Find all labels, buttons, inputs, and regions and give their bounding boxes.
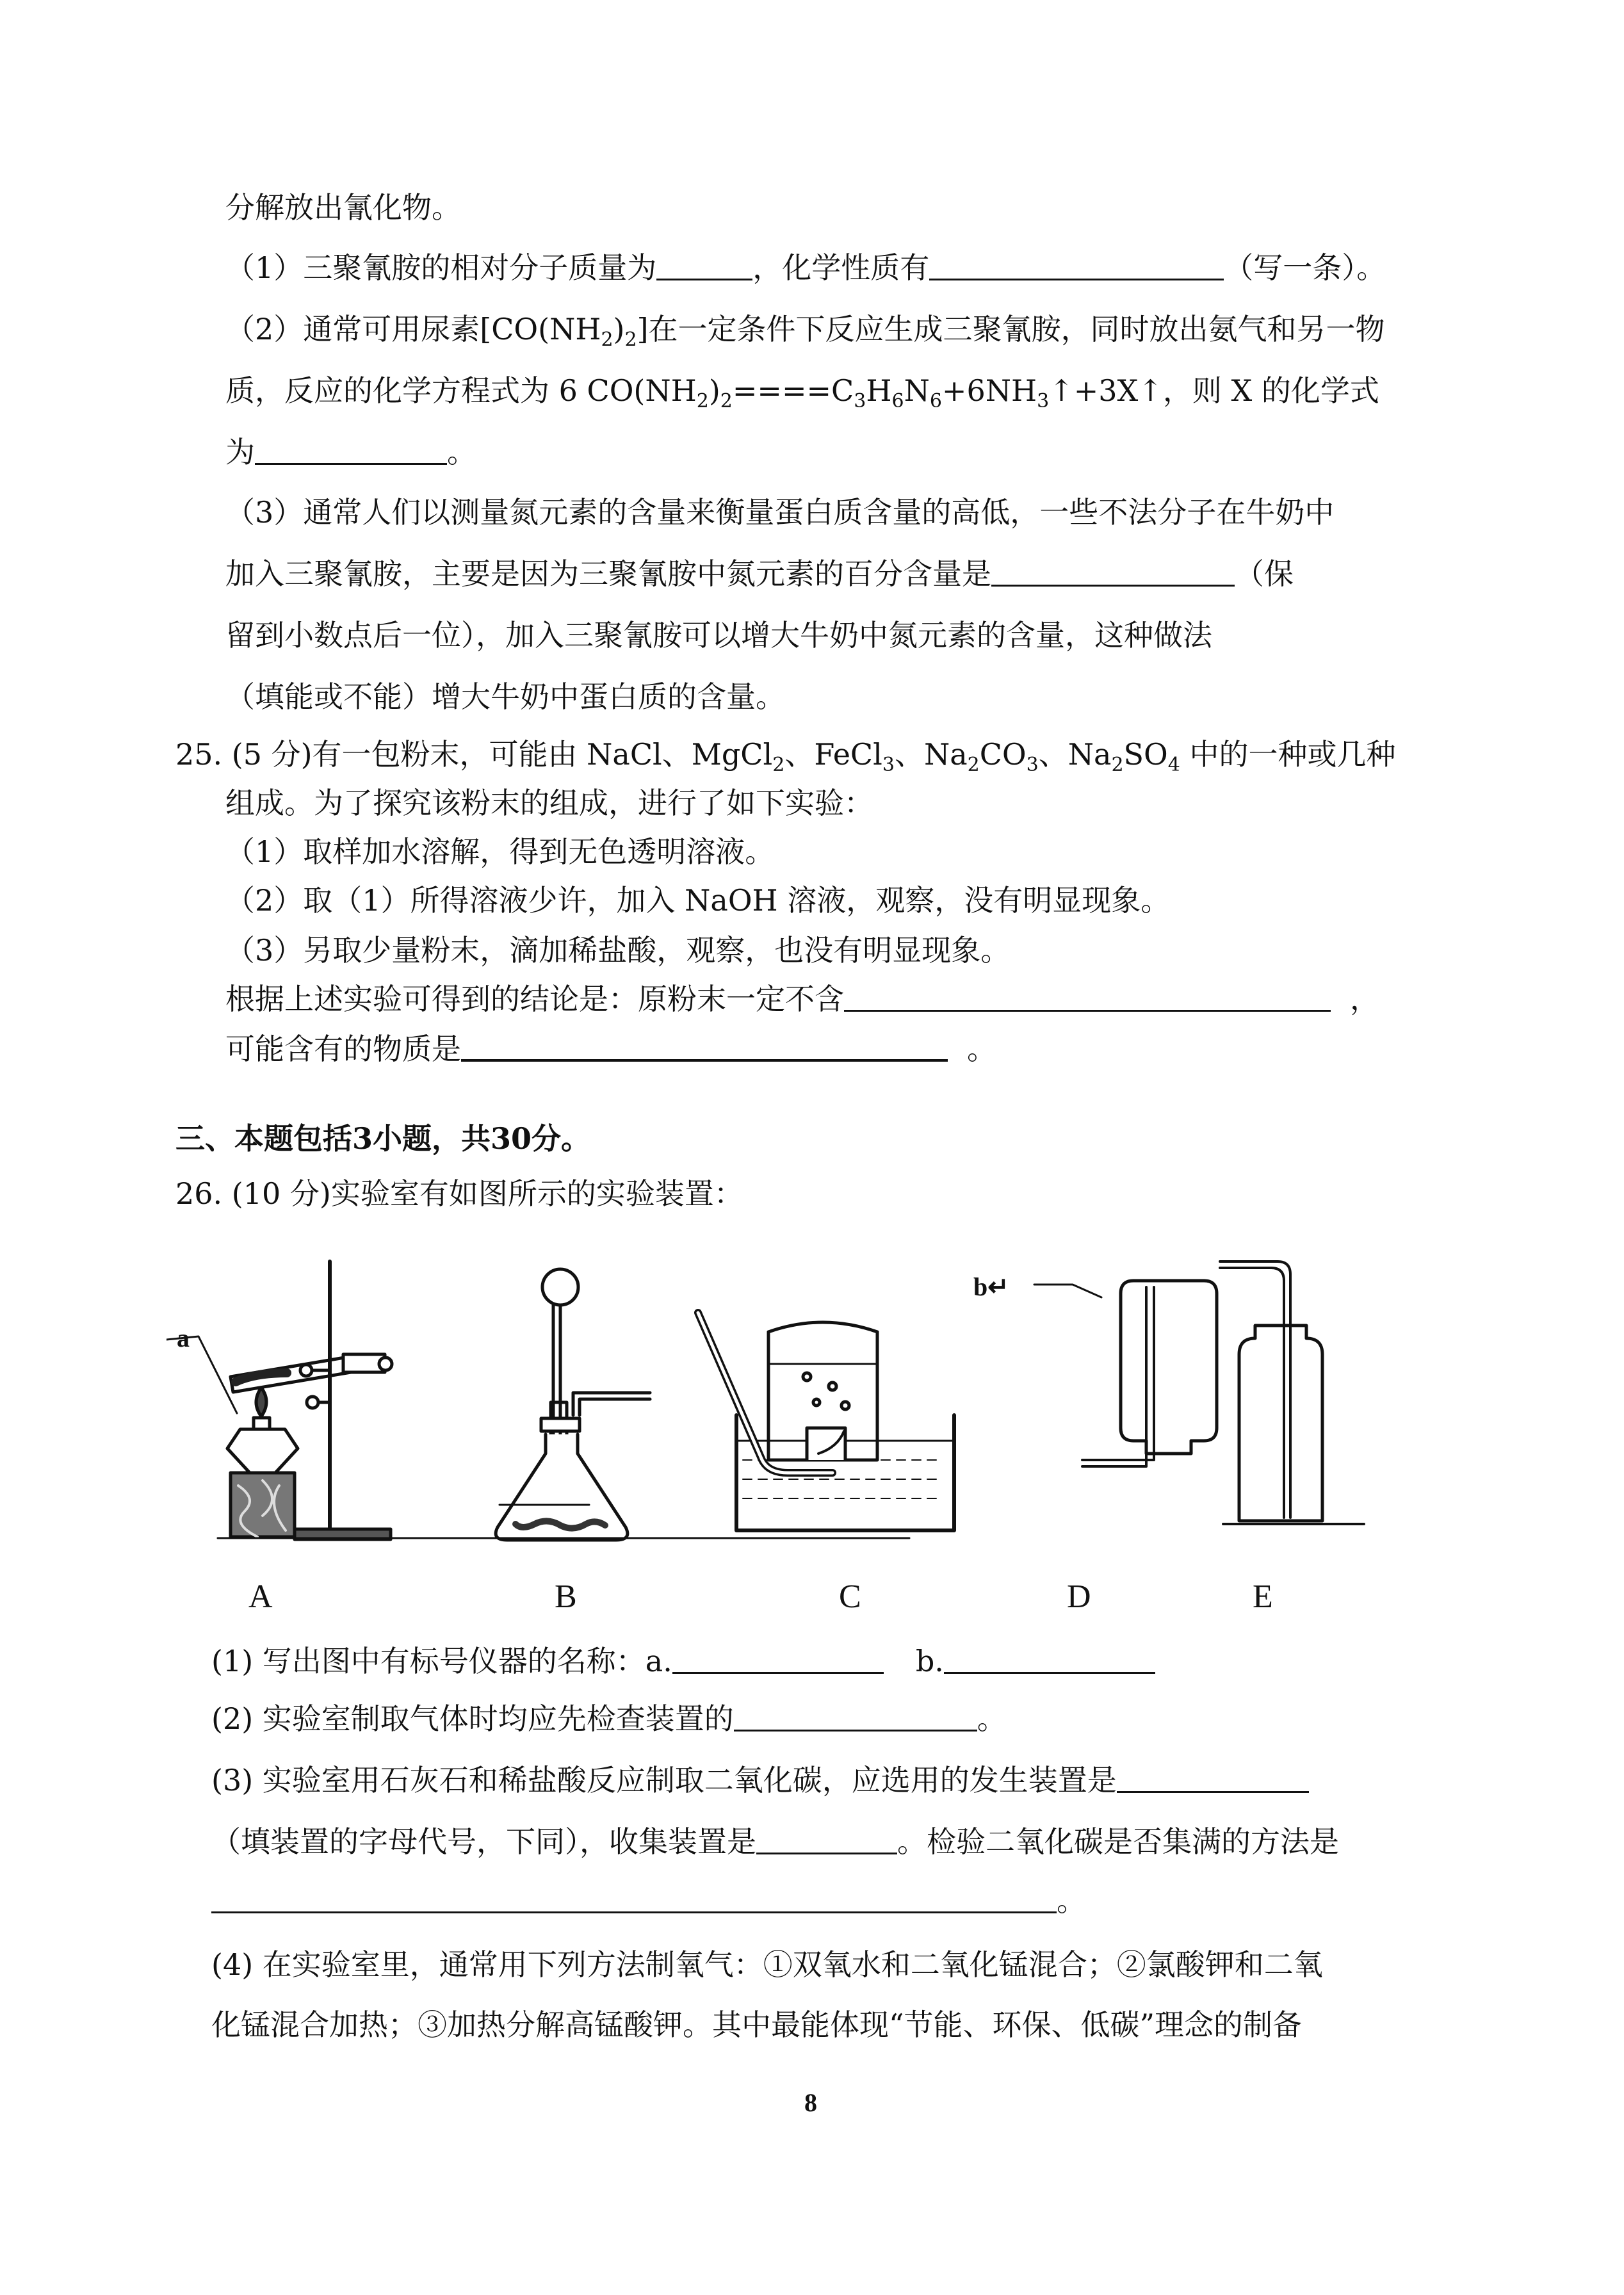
page-number: 8 xyxy=(804,2088,817,2117)
apparatus-label-d: D xyxy=(1067,1578,1091,1615)
q24-part-3-line-1: （3）通常人们以测量氮元素的含量来衡量蛋白质含量的高低，一些不法分子在牛奶中 xyxy=(225,495,1335,530)
apparatus-label-e: E xyxy=(1253,1578,1273,1615)
answer-blank[interactable] xyxy=(991,556,1235,587)
answer-blank[interactable] xyxy=(929,250,1224,280)
text: 。检验二氧化碳是否集满的方法是 xyxy=(897,1824,1339,1859)
q25-step-1: （1）取样加水溶解，得到无色透明溶液。 xyxy=(225,834,775,869)
apparatus-e-drawing xyxy=(1220,1261,1364,1524)
q24-line-0: 分解放出氰化物。 xyxy=(225,190,461,225)
apparatus-d-drawing xyxy=(1034,1281,1217,1466)
text: 、Na xyxy=(1038,737,1112,772)
q24-p1-text-a: （1）三聚氰胺的相对分子质量为 xyxy=(225,250,657,285)
q25-line-2: 组成。为了探究该粉末的组成，进行了如下实验： xyxy=(225,786,873,820)
q25-line-1 xyxy=(175,735,1395,774)
answer-blank[interactable] xyxy=(255,435,447,465)
apparatus-a-drawing xyxy=(166,1261,392,1539)
text: (2) 实验室制取气体时均应先检查装置的 xyxy=(211,1701,734,1736)
text: ) xyxy=(708,373,720,408)
text: （2）通常可用尿素[CO(NH xyxy=(225,312,601,346)
apparatus-label-b: B xyxy=(555,1578,577,1615)
text: 、FeCl xyxy=(784,737,882,772)
q26-part-3-line-2 xyxy=(211,1822,1339,1861)
q26-part-3-line-1 xyxy=(211,1761,1309,1799)
label-a: a xyxy=(177,1324,190,1352)
apparatus-label-a: A xyxy=(248,1578,273,1615)
text: ， xyxy=(1350,982,1379,1016)
text: (1) 写出图中有标号仪器的名称：a. xyxy=(211,1644,672,1678)
text: （保 xyxy=(1235,556,1294,591)
answer-blank[interactable] xyxy=(1117,1763,1309,1793)
text: H xyxy=(866,373,892,408)
text: 加入三聚氰胺，主要是因为三聚氰胺中氮元素的百分含量是 xyxy=(225,556,991,591)
apparatus-c-drawing xyxy=(698,1313,954,1530)
q24-part-3-line-3: 留到小数点后一位），加入三聚氰胺可以增大牛奶中氮元素的含量，这种做法 xyxy=(225,618,1212,653)
subscript: 3 xyxy=(882,754,895,776)
text: 。 xyxy=(977,1701,1007,1736)
subscript: 2 xyxy=(967,754,980,776)
q24-part-1 xyxy=(225,248,1386,287)
answer-blank[interactable] xyxy=(734,1701,977,1731)
text: ↑+3X↑，则 X 的化学式 xyxy=(1049,373,1379,408)
apparatus-figure xyxy=(166,1242,1498,1575)
q24-p1-text-b: ，化学性质有 xyxy=(752,250,930,285)
q24-part-2-line-2 xyxy=(225,371,1379,410)
answer-blank[interactable] xyxy=(844,982,1331,1012)
q26-part-4-line-2: 化锰混合加热；③加热分解高锰酸钾。其中最能体现“节能、环保、低碳”理念的制备 xyxy=(211,2007,1303,2042)
text: 、Na xyxy=(894,737,968,772)
subscript: 6 xyxy=(891,390,904,412)
text: 。 xyxy=(1057,1883,1086,1918)
subscript: 2 xyxy=(1111,754,1124,776)
apparatus-b-drawing xyxy=(496,1269,650,1540)
text: ====C xyxy=(732,373,854,408)
text: ) xyxy=(613,312,625,346)
q24-p1-text-c: （写一条）。 xyxy=(1224,250,1386,285)
q25-step-3: （3）另取少量粉末，滴加稀盐酸，观察，也没有明显现象。 xyxy=(225,933,1011,968)
text: 25. (5 分)有一包粉末，可能由 NaCl、MgCl xyxy=(175,737,773,772)
subscript: 4 xyxy=(1167,754,1180,776)
q24-part-3-line-2 xyxy=(225,555,1294,593)
text: 。 xyxy=(967,1032,996,1066)
text: (3) 实验室用石灰石和稀盐酸反应制取二氧化碳，应选用的发生装置是 xyxy=(211,1763,1117,1797)
text: SO xyxy=(1123,737,1168,772)
text: N xyxy=(904,373,930,408)
text: b. xyxy=(915,1644,944,1678)
subscript: 2 xyxy=(696,390,709,412)
text: +6NH xyxy=(941,373,1037,408)
text: 为 xyxy=(225,435,255,469)
text: 质，反应的化学方程式为 6 CO(NH xyxy=(225,373,697,408)
subscript: 6 xyxy=(929,390,942,412)
subscript: 2 xyxy=(772,754,785,776)
subscript: 2 xyxy=(720,390,733,412)
q24-part-3-line-4: （填能或不能）增大牛奶中蛋白质的含量。 xyxy=(225,679,785,714)
apparatus-label-c: C xyxy=(839,1578,861,1615)
q26-part-2 xyxy=(211,1699,1007,1738)
q24-part-2-line-1 xyxy=(225,310,1385,351)
text: 可能含有的物质是 xyxy=(225,1032,461,1066)
answer-blank[interactable] xyxy=(944,1644,1155,1674)
answer-blank[interactable] xyxy=(672,1644,884,1674)
q26-intro: 26. (10 分)实验室有如图所示的实验装置： xyxy=(175,1176,743,1211)
text: ]在一定条件下反应生成三聚氰胺，同时放出氨气和另一物 xyxy=(637,312,1385,346)
text: （填装置的字母代号，下同），收集装置是 xyxy=(211,1824,756,1859)
q26-part-4-line-1: (4) 在实验室里，通常用下列方法制氧气：①双氧水和二氧化锰混合；②氯酸钾和二氧 xyxy=(211,1947,1323,1982)
label-b: b↵ xyxy=(973,1272,1009,1301)
answer-blank[interactable] xyxy=(461,1031,948,1062)
text: 根据上述实验可得到的结论是：原粉末一定不含 xyxy=(225,982,844,1016)
q26-part-1 xyxy=(211,1642,1155,1680)
q26-part-3-line-3 xyxy=(211,1881,1086,1920)
answer-blank[interactable] xyxy=(211,1883,1057,1913)
text: CO xyxy=(979,737,1027,772)
subscript: 2 xyxy=(601,328,613,351)
answer-blank[interactable] xyxy=(756,1824,897,1854)
answer-blank[interactable] xyxy=(656,250,752,280)
q25-conclusion-1 xyxy=(225,980,1379,1018)
subscript: 3 xyxy=(1037,390,1050,412)
subscript: 3 xyxy=(1026,754,1039,776)
q25-conclusion-2 xyxy=(225,1030,996,1068)
q25-step-2: （2）取（1）所得溶液少许，加入 NaOH 溶液，观察，没有明显现象。 xyxy=(225,883,1171,918)
subscript: 3 xyxy=(854,390,866,412)
q24-part-2-line-3 xyxy=(225,433,476,471)
subscript: 2 xyxy=(624,328,637,351)
section-heading: 三、本题包括3小题，共30分。 xyxy=(175,1121,591,1156)
text: 中的一种或几种 xyxy=(1180,737,1396,772)
text: 。 xyxy=(447,435,476,469)
